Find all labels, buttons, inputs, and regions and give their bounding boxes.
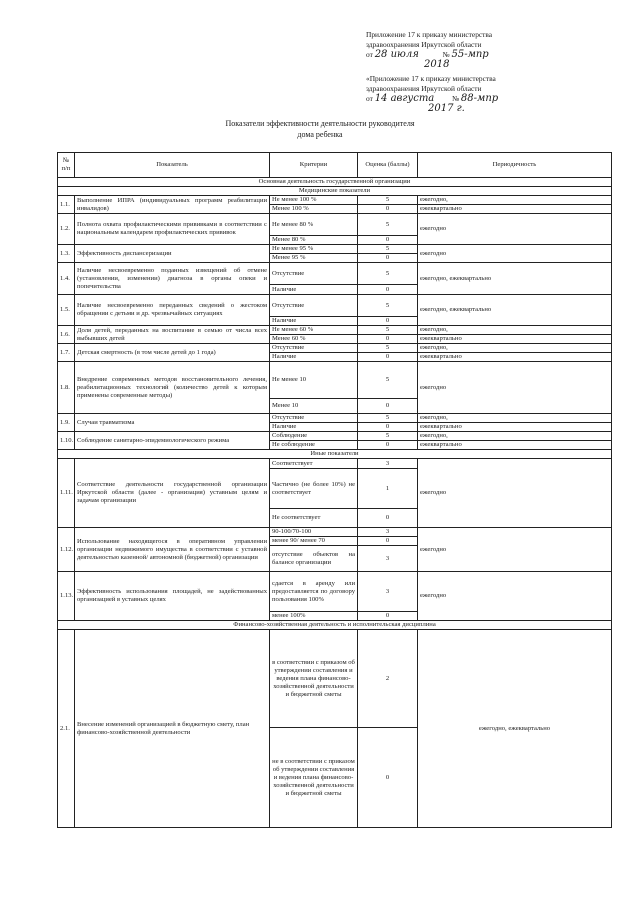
row-criterion: Частично (не более 10%) не соответствует: [270, 469, 358, 509]
row-score: 5: [358, 295, 418, 317]
row-score: 0: [358, 423, 418, 432]
table-row: [58, 326, 612, 335]
section-main: Основная деятельность государственной организации: [58, 178, 612, 187]
table-row: [58, 196, 612, 205]
row-criterion: Не соответствует: [270, 509, 358, 528]
row-indicator: Эффективность использования площадей, не задействованных организацией в уставных целях: [75, 572, 270, 621]
row-criterion: Не менее 60 %: [270, 326, 358, 335]
row-score: 0: [358, 509, 418, 528]
row-criterion: Отсутствие: [270, 295, 358, 317]
row-num: 1.11.: [58, 459, 75, 528]
section-other: Иные показатели: [58, 450, 612, 459]
row-indicator: Внедрение современных методов восстановительного лечения, реабилитационных технологий (количество детей к которым применены современные методы): [75, 362, 270, 414]
row-score: 3: [358, 528, 418, 537]
appendix-current: [366, 30, 566, 70]
row-score: 5: [358, 245, 418, 254]
row-score: 0: [358, 612, 418, 621]
row-criterion: Соответствует: [270, 459, 358, 469]
row-criterion: менее 100%: [270, 612, 358, 621]
row-score: 0: [358, 254, 418, 263]
row-period: ежегодно: [418, 528, 612, 572]
row-score: 5: [358, 344, 418, 353]
document-title: [0, 118, 640, 140]
row-num: 2.1.: [58, 630, 75, 828]
table-row: [58, 344, 612, 353]
row-period: ежеквартально: [418, 335, 612, 344]
row-score: 5: [358, 414, 418, 423]
row-indicator: Случаи травматизма: [75, 414, 270, 432]
row-criterion: 90-100/70-100: [270, 528, 358, 537]
row-period: ежеквартально: [418, 441, 612, 450]
table-row: [58, 572, 612, 612]
table-row: [58, 414, 612, 423]
row-criterion: Отсутствие: [270, 414, 358, 423]
row-period: ежегодно: [418, 214, 612, 245]
table-row: [58, 528, 612, 537]
row-period: ежегодно,: [418, 344, 612, 353]
appendix-current-line2: здравоохранения Иркутской области: [366, 40, 482, 49]
row-score: 5: [358, 196, 418, 205]
row-num: 1.5.: [58, 295, 75, 326]
row-score: 0: [358, 317, 418, 326]
row-criterion: Менее 60 %: [270, 335, 358, 344]
appendix-previous-date-line: [366, 94, 566, 104]
row-indicator: Доля детей, переданных на воспитание в семью от числа всех выбывших детей: [75, 326, 270, 344]
row-criterion: Наличие: [270, 423, 358, 432]
row-period: ежеквартально: [418, 353, 612, 362]
row-indicator: Использование находящегося в оперативном управлении организации недвижимого имущества в соответствии с уставной деятельностью казенной/ автономной (бюджетной) организации: [75, 528, 270, 572]
row-criterion: сдается в аренду или предоставляется по договору пользования 100%: [270, 572, 358, 612]
row-num: 1.2.: [58, 214, 75, 245]
section-finance: Финансово-хозяйственная деятельность и исполнительская дисциплина: [58, 621, 612, 630]
row-period: ежегодно, ежеквартально: [418, 630, 612, 828]
row-criterion: не в соответствии с приказом об утверждении составления и ведения плана финансово-хозяйственной деятельности и бюджетной сметы: [270, 728, 358, 828]
row-score: 5: [358, 263, 418, 285]
row-period: ежегодно,: [418, 432, 612, 441]
handwritten-number: 55-мпр: [451, 49, 489, 60]
number-label: №: [452, 94, 460, 103]
appendix-previous-line2: здравоохранения Иркутской области: [366, 84, 482, 93]
row-period: ежегодно: [418, 572, 612, 621]
row-indicator: Соблюдение санитарно-эпидемиологического режима: [75, 432, 270, 450]
row-num: 1.1.: [58, 196, 75, 214]
row-criterion: Менее 80 %: [270, 236, 358, 245]
row-score: 5: [358, 214, 418, 236]
row-criterion: Менее 95 %: [270, 254, 358, 263]
row-score: 0: [358, 353, 418, 362]
row-period: ежегодно,: [418, 326, 612, 335]
section-medical: Медицинские показатели: [58, 187, 612, 196]
from-label: от: [366, 50, 373, 59]
row-criterion: Не соблюдение: [270, 441, 358, 450]
header-criteria: Критерии: [270, 153, 358, 178]
row-indicator: Выполнение ИПРА (индивидуальных программ реабилитации инвалидов): [75, 196, 270, 214]
row-period: ежеквартально: [418, 205, 612, 214]
row-criterion: Не менее 100 %: [270, 196, 358, 205]
row-criterion: Наличие: [270, 353, 358, 362]
handwritten-year: 2017 г.: [428, 103, 465, 114]
table-row: [58, 263, 612, 285]
row-score: 0: [358, 236, 418, 245]
row-criterion: Наличие: [270, 285, 358, 295]
row-criterion: Наличие: [270, 317, 358, 326]
table-row: [58, 214, 612, 236]
row-indicator: Внесение изменений организацией в бюджетную смету, план финансово-хозяйственной деятельности: [75, 630, 270, 828]
table-row: [58, 432, 612, 441]
appendix-current-date-line: [366, 50, 566, 60]
row-indicator: Детская смертность (в том числе детей до 1 года): [75, 344, 270, 362]
row-score: 3: [358, 572, 418, 612]
handwritten-date: 28 июля: [374, 49, 419, 60]
row-score: 0: [358, 205, 418, 214]
row-score: 5: [358, 326, 418, 335]
row-period: ежегодно,: [418, 196, 612, 205]
row-indicator: Наличие несвоевременно переданных сведений о жестоком обращении с детьми и др. чрезвычайных ситуациях: [75, 295, 270, 326]
appendix-current-line1: Приложение 17 к приказу министерства: [366, 30, 493, 39]
row-period: ежегодно: [418, 362, 612, 414]
row-num: 1.6.: [58, 326, 75, 344]
row-score: 5: [358, 362, 418, 399]
number-label: №: [442, 50, 450, 59]
handwritten-number: 88-мпр: [460, 93, 499, 104]
row-num: 1.4.: [58, 263, 75, 295]
row-period: ежегодно,: [418, 414, 612, 423]
row-period: ежегодно: [418, 459, 612, 528]
row-num: 1.12.: [58, 528, 75, 572]
table-row: [58, 245, 612, 254]
row-score: 0: [358, 441, 418, 450]
row-period: ежегодно, ежеквартально: [418, 295, 612, 326]
table-row: [58, 295, 612, 317]
row-score: 0: [358, 335, 418, 344]
appendix-previous: [366, 74, 566, 114]
title-line1: Показатели эффективности деятельности руководителя: [225, 119, 415, 128]
row-period: ежегодно, ежеквартально: [418, 263, 612, 295]
row-score: 0: [358, 399, 418, 414]
row-score: 0: [358, 537, 418, 546]
header-period: Периодичность: [418, 153, 612, 178]
title-line2: дома ребенка: [297, 130, 343, 139]
row-num: 1.9.: [58, 414, 75, 432]
row-num: 1.8.: [58, 362, 75, 414]
table-row: [58, 362, 612, 399]
row-criterion: Менее 10: [270, 399, 358, 414]
row-criterion: в соответствии с приказом об утверждении составления и ведения плана финансово-хозяйственной деятельности и бюджетной сметы: [270, 630, 358, 728]
row-criterion: Отсутствие: [270, 344, 358, 353]
table-header-row: [58, 153, 612, 178]
row-criterion: Не менее 80 %: [270, 214, 358, 236]
row-criterion: Соблюдение: [270, 432, 358, 441]
from-label: от: [366, 94, 373, 103]
row-criterion: Отсутствие: [270, 263, 358, 285]
row-indicator: Эффективность диспансеризации: [75, 245, 270, 263]
row-period: ежегодно: [418, 245, 612, 263]
row-num: 1.7.: [58, 344, 75, 362]
row-indicator: Полнота охвата профилактическими прививками в соответствии с национальным календарем профилактических прививок: [75, 214, 270, 245]
row-num: 1.13.: [58, 572, 75, 621]
row-criterion: Менее 100 %: [270, 205, 358, 214]
row-score: 2: [358, 630, 418, 728]
table-row: [58, 630, 612, 728]
row-period: ежеквартально: [418, 423, 612, 432]
handwritten-date: 14 августа: [374, 93, 435, 104]
row-score: 0: [358, 285, 418, 295]
row-criterion: менее 90/ менее 70: [270, 537, 358, 546]
row-indicator: Соответствие деятельности государственной организации Иркутской области (далее - организация) уставным целям и задачам организации: [75, 459, 270, 528]
row-score: 3: [358, 546, 418, 572]
row-criterion: Не менее 95 %: [270, 245, 358, 254]
row-score: 0: [358, 728, 418, 828]
handwritten-year: 2018: [424, 59, 450, 70]
row-score: 5: [358, 432, 418, 441]
row-score: 1: [358, 469, 418, 509]
row-num: 1.10.: [58, 432, 75, 450]
appendix-previous-line1: «Приложение 17 к приказу министерства: [366, 74, 496, 83]
header-num: № п/п: [58, 153, 75, 178]
header-score: Оценка (баллы): [358, 153, 418, 178]
table-row: [58, 459, 612, 469]
row-score: 3: [358, 459, 418, 469]
indicators-table: [57, 152, 612, 828]
row-indicator: Наличие несвоевременно поданных извещений об отмене (установлении, изменении) диагноза в органы опеки и попечительства: [75, 263, 270, 295]
row-criterion: Не менее 10: [270, 362, 358, 399]
header-indicator: Показатель: [75, 153, 270, 178]
row-num: 1.3.: [58, 245, 75, 263]
row-criterion: отсутствие объектов на балансе организации: [270, 546, 358, 572]
